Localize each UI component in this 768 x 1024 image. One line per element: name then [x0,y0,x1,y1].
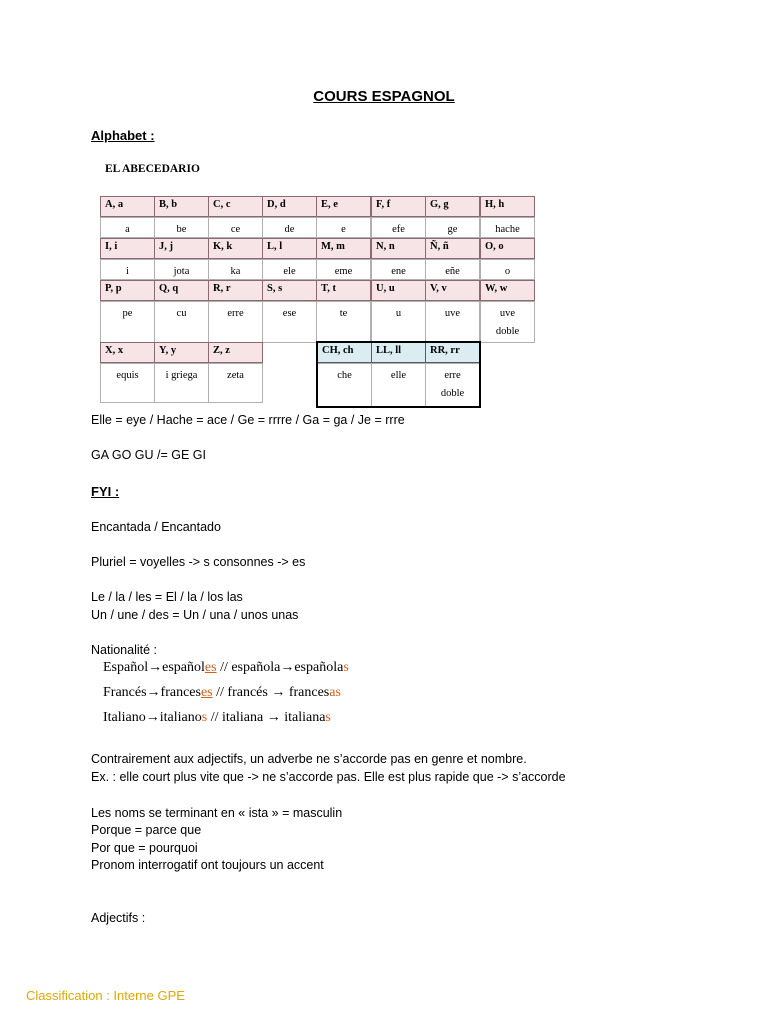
letter-cell: Ñ, ñ [425,238,480,259]
suffix: s [343,660,349,675]
letter-name: ese [282,308,297,319]
letter-name-cell [480,259,535,280]
letter-name: ene [391,266,406,277]
separator: // [216,660,232,675]
letter-name-cell [371,217,426,238]
digraph-name: doble [440,388,465,399]
digraph-cell: LL, ll [371,342,426,363]
arrow-icon: → [280,660,295,675]
letter-name: a [125,224,130,235]
letter-cell: V, v [425,280,480,301]
letter-name: cu [176,308,187,319]
word: italiana [280,710,326,725]
letter-name: equis [116,370,139,381]
separator: // [212,685,228,700]
letter-name-cell [100,363,155,403]
letter-name: eme [334,266,353,277]
letter-name: ge [447,224,458,235]
suffix: s [201,710,208,725]
letter-name: i [126,266,129,277]
letter-cell: W, w [480,280,535,301]
letter-cell: O, o [480,238,535,259]
adverbe-line-1: Contrairement aux adjectifs, un adverbe ne s’accorde pas en genre et nombre. [91,752,527,766]
letter-cell: K, k [208,238,263,259]
letter-cell: H, h [480,196,535,217]
letter-name: te [339,308,348,319]
letter-name-cell [316,259,371,280]
encantada-line: Encantada / Encantado [91,520,221,534]
arrow-icon: → [266,710,281,725]
nationality-line-3 [103,710,331,726]
letter-name: ele [283,266,296,277]
word: española [231,660,281,675]
nationality-line-2 [103,685,341,701]
fyi-heading: FYI : [91,484,120,499]
word: Español [103,660,149,675]
letter-name: erre [227,308,244,319]
word: francés [227,685,272,700]
letter-cell: T, t [316,280,371,301]
letter-cell: X, x [100,342,155,363]
letter-name: eñe [445,266,460,277]
pluriel-line: Pluriel = voyelles -> s consonnes -> es [91,555,306,569]
digraph-name: elle [390,370,407,381]
word: italiana [222,710,267,725]
letter-name: uve [444,308,461,319]
letter-cell: A, a [100,196,155,217]
letter-name-cell [316,217,371,238]
suffix: es [200,685,213,700]
pronom-line: Pronom interrogatif ont toujours un accent [91,858,324,872]
letter-name: ka [230,266,241,277]
letter-name: de [284,224,295,235]
arrow-icon: → [146,685,161,700]
adjectifs-heading: Adjectifs : [91,911,146,925]
letter-name-cell [480,301,535,343]
por-que-line: Por que = pourquoi [91,841,198,855]
letter-name-cell [425,217,480,238]
digraph-name: erre [444,370,461,381]
word: italiano [159,710,202,725]
classification-footer: Classification : Interne GPE [26,988,185,1003]
letter-cell: D, d [262,196,317,217]
letter-cell: E, e [316,196,371,217]
letter-cell: P, p [100,280,155,301]
letter-name: o [504,266,511,277]
word: frances [285,685,330,700]
letter-name-cell [100,217,155,238]
letter-cell: J, j [154,238,209,259]
abecedario-title: EL ABECEDARIO [105,163,200,175]
arrow-icon: → [271,685,286,700]
letter-name-cell [208,363,263,403]
letter-cell: G, g [425,196,480,217]
letter-name-cell [208,217,263,238]
suffix: s [325,710,331,725]
letter-name-cell [425,259,480,280]
word-part: s [195,685,201,700]
letter-name-cell [100,301,155,343]
digraph-border [316,341,481,408]
arrow-icon: → [145,710,160,725]
letter-cell: B, b [154,196,209,217]
porque-line: Porque = parce que [91,823,202,837]
articles-line-2: Un / une / des = Un / una / unos unas [91,608,299,622]
word-part: l [201,660,205,675]
letter-name-cell [371,259,426,280]
letter-name-cell [262,217,317,238]
letter-cell: R, r [208,280,263,301]
word: france [160,685,196,700]
letter-name-cell [425,301,480,343]
letter-name: e [341,224,346,235]
noms-ista-line: Les noms se terminant en « ista » = masculin [91,806,343,820]
letter-cell: I, i [100,238,155,259]
letter-name-cell [371,301,426,343]
letter-name-cell [208,301,263,343]
letter-cell: C, c [208,196,263,217]
letter-name: doble [495,326,520,337]
letter-cell: Y, y [154,342,209,363]
letter-name-cell [154,259,209,280]
word: Francés [103,685,147,700]
letter-name-cell [154,363,209,403]
letter-name-cell [262,301,317,343]
letter-name-cell [262,259,317,280]
letter-name: jota [173,266,190,277]
separator: // [207,710,222,725]
letter-cell: L, l [262,238,317,259]
digraph-cell: CH, ch [317,342,372,363]
suffix: as [329,685,341,700]
letter-name: uve [499,308,516,319]
letter-cell: M, m [316,238,371,259]
suffix: es [204,660,217,675]
letter-cell: Q, q [154,280,209,301]
letter-cell: N, n [371,238,426,259]
letter-name-cell [154,301,209,343]
letter-name: zeta [227,370,244,381]
ga-go-gu-line: GA GO GU /= GE GI [91,448,206,462]
word: española [294,660,344,675]
letter-name: ce [230,224,241,235]
page-title: COURS ESPAGNOL [313,88,455,105]
articles-line-1: Le / la / les = El / la / los las [91,590,243,604]
nationalite-heading: Nationalité : [91,643,158,657]
letter-name: pe [122,308,133,319]
alphabet-heading: Alphabet : [91,128,155,143]
letter-name: be [176,224,187,235]
arrow-icon: → [148,660,163,675]
letter-name-cell [100,259,155,280]
letter-name: i griega [165,370,198,381]
letter-cell: Z, z [208,342,263,363]
nationality-line-1 [103,660,349,676]
digraph-cell: RR, rr [425,342,480,363]
letter-cell: S, s [262,280,317,301]
letter-name: u [395,308,402,319]
letter-cell: F, f [371,196,426,217]
letter-name-cell [480,217,535,238]
adverbe-line-2: Ex. : elle court plus vite que -> ne s’accorde pas. Elle est plus rapide que -> s’accorde [91,770,566,784]
pronunciation-line: Elle = eye / Hache = ace / Ge = rrrre / Ga = ga / Je = rrre [91,413,405,427]
word: Italiano [103,710,146,725]
letter-name-cell [154,217,209,238]
letter-name-cell [208,259,263,280]
letter-cell: U, u [371,280,426,301]
word: españo [162,660,201,675]
letter-name: hache [495,224,520,235]
letter-name-cell [316,301,371,343]
digraph-name: che [337,370,352,381]
letter-name: efe [392,224,405,235]
